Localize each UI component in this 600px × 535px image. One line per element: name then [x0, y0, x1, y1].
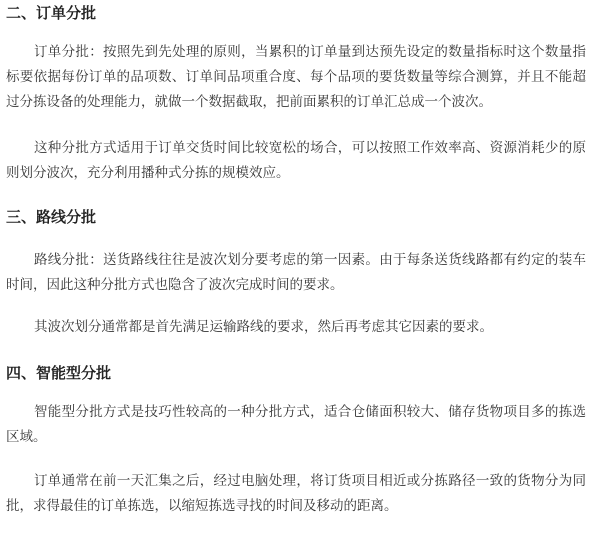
paragraph-route-batching-definition: 路线分批：送货路线往往是波次划分要考虑的第一因素。由于每条送货线路都有约定的装车时间，因此这种分批方式也隐含了波次完成时间的要求。	[6, 252, 586, 293]
paragraph-order-batching-definition: 订单分批：按照先到先处理的原则，当累积的订单量到达预先设定的数量指标时这个数量指标要依据每份订单的品项数、订单间品项重合度、每个品项的要货数量等综合测算，并且不能超过分拣设备的处理能力，就做一个数据截取，把前面累积的订单汇总成一个波次。	[6, 44, 586, 110]
section-heading-route-batching: 三、路线分批	[6, 208, 97, 226]
paragraph-order-batching-application: 这种分批方式适用于订单交货时间比较宽松的场合，可以按照工作效率高、资源消耗少的原则划分波次，充分利用播种式分拣的规模效应。	[6, 140, 586, 181]
paragraph-smart-batching-process: 订单通常在前一天汇集之后，经过电脑处理，将订货项目相近或分拣路径一致的货物分为同批，求得最佳的订单拣选，以缩短拣选寻找的时间及移动的距离。	[6, 473, 586, 514]
paragraph-smart-batching-definition: 智能型分批方式是技巧性较高的一种分批方式，适合仓储面积较大、储存货物项目多的拣选区域。	[6, 404, 586, 445]
section-heading-smart-batching: 四、智能型分批	[6, 364, 112, 382]
paragraph-route-batching-priority: 其波次划分通常都是首先满足运输路线的要求，然后再考虑其它因素的要求。	[34, 319, 493, 335]
section-heading-order-batching: 二、订单分批	[6, 4, 97, 22]
